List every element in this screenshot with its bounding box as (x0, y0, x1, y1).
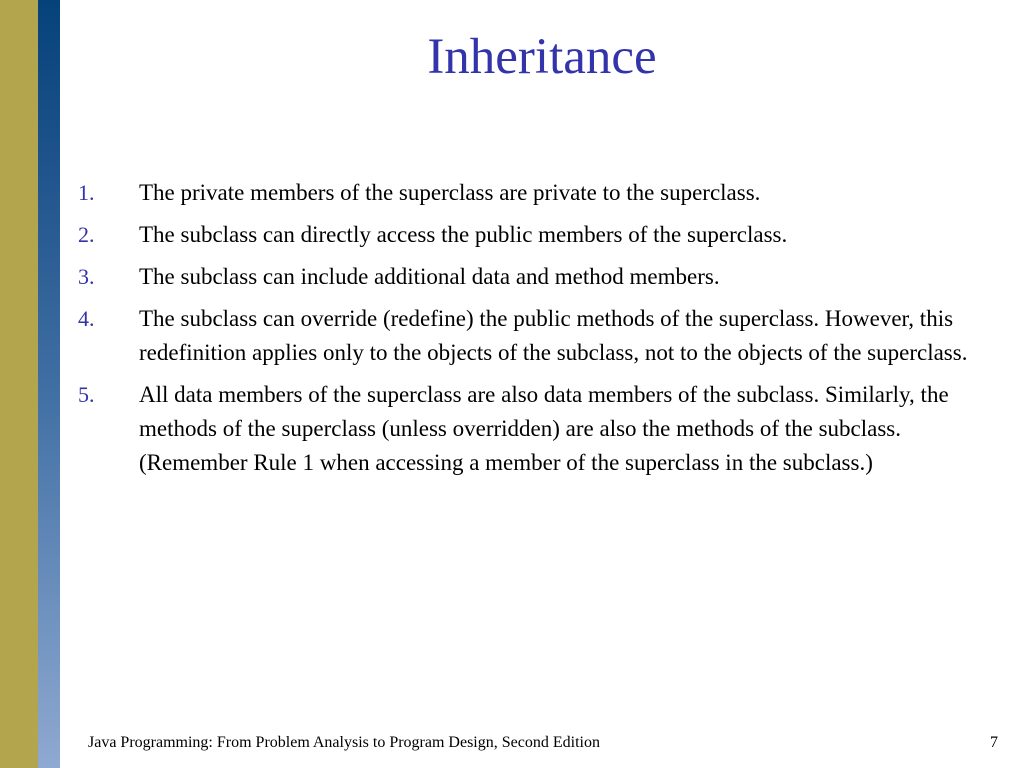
decorative-blue-gradient-bar (38, 0, 60, 768)
list-item-text: The subclass can directly access the public members of the superclass. (139, 222, 788, 247)
list-item-text: The private members of the superclass are private to the superclass. (139, 180, 761, 205)
slide-title: Inheritance (427, 29, 657, 85)
list-item-number: 3. (78, 264, 95, 289)
list-item-number: 2. (78, 222, 95, 247)
list-item-number: 5. (78, 382, 95, 407)
list-item-text: All data members of the superclass are also data members of the subclass. Similarly, the methods of the superclass (unless overridden) are also the methods of the subclass. (Remember Rule 1 when accessing a member of the superclass in the subclass.) (139, 382, 949, 475)
footer-book-title: Java Programming: From Problem Analysis to Program Design, Second Edition (88, 734, 600, 751)
list-item-text: The subclass can include additional data and method members. (139, 264, 720, 289)
list-item (78, 378, 990, 480)
list-item-text: The subclass can override (redefine) the public methods of the superclass. However, this redefinition applies only to the objects of the subclass, not to the objects of the superclass. (139, 306, 968, 365)
page-number: 7 (990, 734, 998, 751)
list-item (78, 176, 990, 210)
list-item-number: 4. (78, 306, 95, 331)
numbered-list (78, 176, 990, 488)
decorative-olive-bar (0, 0, 38, 768)
list-item (78, 218, 990, 252)
list-item-number: 1. (78, 180, 95, 205)
list-item (78, 260, 990, 294)
list-item (78, 302, 990, 370)
